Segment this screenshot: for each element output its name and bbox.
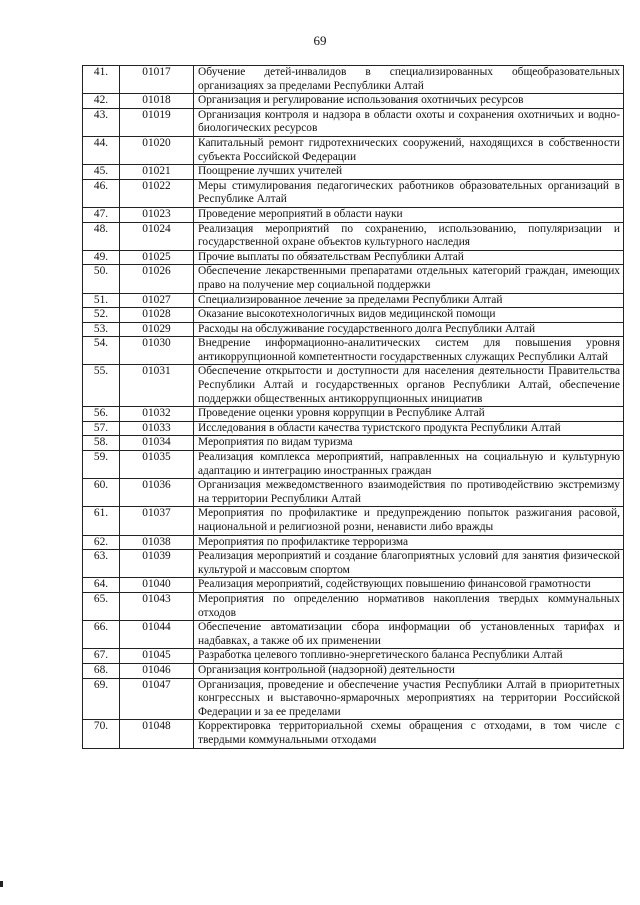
table-row (83, 550, 624, 578)
row-code: 01046 (120, 663, 194, 678)
row-description: Организация контроля и надзора в области охоты и сохранения охотничьих и водно-биологических ресурсов (194, 108, 624, 136)
row-code: 01038 (120, 535, 194, 550)
row-description: Реализация мероприятий и создание благоприятных условий для занятия физической культурой и массовым спортом (194, 550, 624, 578)
row-code: 01017 (120, 66, 194, 94)
table-row (83, 179, 624, 207)
row-number: 63. (83, 550, 120, 578)
row-description: Обучение детей-инвалидов в специализированных общеобразовательных организациях за пределами Республики Алтай (194, 66, 624, 94)
table-row (83, 207, 624, 222)
row-number: 58. (83, 436, 120, 451)
table-row (83, 322, 624, 337)
row-code: 01048 (120, 720, 194, 748)
row-description: Организация и регулирование использования охотничьих ресурсов (194, 94, 624, 109)
row-description: Меры стимулирования педагогических работников образовательных организаций в Республике Алтай (194, 179, 624, 207)
table-row (83, 308, 624, 323)
row-number: 65. (83, 592, 120, 620)
row-number: 56. (83, 407, 120, 422)
row-code: 01018 (120, 94, 194, 109)
row-code: 01032 (120, 407, 194, 422)
budget-code-table (82, 65, 624, 749)
row-code: 01030 (120, 337, 194, 365)
table-row (83, 365, 624, 407)
row-code: 01037 (120, 507, 194, 535)
row-number: 47. (83, 207, 120, 222)
table-row (83, 621, 624, 649)
row-number: 53. (83, 322, 120, 337)
table-row (83, 436, 624, 451)
table-row (83, 94, 624, 109)
table-row (83, 649, 624, 664)
table-row (83, 222, 624, 250)
row-code: 01027 (120, 293, 194, 308)
table-row (83, 720, 624, 748)
row-description: Корректировка территориальной схемы обращения с отходами, в том числе с твердыми коммунальными отходами (194, 720, 624, 748)
table-row (83, 265, 624, 293)
row-description: Реализация мероприятий, содействующих повышению финансовой грамотности (194, 578, 624, 593)
row-number: 42. (83, 94, 120, 109)
scan-artifact-mark (0, 881, 3, 887)
row-description: Мероприятия по определению нормативов накопления твердых коммунальных отходов (194, 592, 624, 620)
table-row (83, 165, 624, 180)
row-code: 01019 (120, 108, 194, 136)
row-number: 57. (83, 421, 120, 436)
row-description: Организация межведомственного взаимодействия по противодействию экстремизму на территории Республики Алтай (194, 479, 624, 507)
row-code: 01040 (120, 578, 194, 593)
row-code: 01039 (120, 550, 194, 578)
table-row (83, 407, 624, 422)
row-description: Мероприятия по профилактике и предупреждению попыток разжигания расовой, национальной и религиозной розни, ненависти либо вражды (194, 507, 624, 535)
row-number: 51. (83, 293, 120, 308)
row-number: 54. (83, 337, 120, 365)
row-description: Реализация мероприятий по сохранению, использованию, популяризации и государственной охране объектов культурного наследия (194, 222, 624, 250)
row-description: Обеспечение автоматизации сбора информации об установленных тарифах и надбавках, а также об их применении (194, 621, 624, 649)
row-description: Исследования в области качества туристского продукта Республики Алтай (194, 421, 624, 436)
table-row (83, 578, 624, 593)
row-description: Реализация комплекса мероприятий, направленных на социальную и культурную адаптацию и интеграцию иностранных граждан (194, 451, 624, 479)
row-code: 01031 (120, 365, 194, 407)
row-number: 45. (83, 165, 120, 180)
row-number: 41. (83, 66, 120, 94)
row-code: 01022 (120, 179, 194, 207)
row-code: 01047 (120, 678, 194, 720)
page-number: 69 (313, 33, 327, 48)
row-code: 01036 (120, 479, 194, 507)
row-description: Организация, проведение и обеспечение участия Республики Алтай в приоритетных конгрессных и выставочно-ярмарочных мероприятиях на территории Российской Федерации и за ее пределами (194, 678, 624, 720)
table-row (83, 507, 624, 535)
row-description: Поощрение лучших учителей (194, 165, 624, 180)
row-code: 01035 (120, 451, 194, 479)
row-description: Организация контрольной (надзорной) деятельности (194, 663, 624, 678)
row-description: Оказание высокотехнологичных видов медицинской помощи (194, 308, 624, 323)
row-description: Обеспечение лекарственными препаратами отдельных категорий граждан, имеющих право на получение мер социальной поддержки (194, 265, 624, 293)
row-number: 55. (83, 365, 120, 407)
row-description: Специализированное лечение за пределами Республики Алтай (194, 293, 624, 308)
table-row (83, 592, 624, 620)
row-number: 61. (83, 507, 120, 535)
row-code: 01020 (120, 136, 194, 164)
row-code: 01045 (120, 649, 194, 664)
row-number: 64. (83, 578, 120, 593)
row-description: Капитальный ремонт гидротехнических сооружений, находящихся в собственности субъекта Российской Федерации (194, 136, 624, 164)
row-number: 68. (83, 663, 120, 678)
row-number: 52. (83, 308, 120, 323)
table-body (83, 66, 624, 749)
row-code: 01043 (120, 592, 194, 620)
row-description: Расходы на обслуживание государственного долга Республики Алтай (194, 322, 624, 337)
row-number: 48. (83, 222, 120, 250)
table-row (83, 451, 624, 479)
row-code: 01033 (120, 421, 194, 436)
table-row (83, 421, 624, 436)
row-code: 01021 (120, 165, 194, 180)
table-row (83, 678, 624, 720)
table-row (83, 479, 624, 507)
row-code: 01029 (120, 322, 194, 337)
row-number: 70. (83, 720, 120, 748)
row-code: 01028 (120, 308, 194, 323)
row-code: 01025 (120, 250, 194, 265)
row-description: Прочие выплаты по обязательствам Республики Алтай (194, 250, 624, 265)
row-description: Проведение мероприятий в области науки (194, 207, 624, 222)
row-description: Мероприятия по видам туризма (194, 436, 624, 451)
row-number: 50. (83, 265, 120, 293)
table-row (83, 535, 624, 550)
row-description: Обеспечение открытости и доступности для населения деятельности Правительства Республики Алтай и государственных органов Республики Алтай, обеспечение поддержки общественных антикоррупционных инициатив (194, 365, 624, 407)
table-row (83, 108, 624, 136)
row-code: 01044 (120, 621, 194, 649)
row-description: Разработка целевого топливно-энергетического баланса Республики Алтай (194, 649, 624, 664)
row-number: 66. (83, 621, 120, 649)
row-number: 59. (83, 451, 120, 479)
row-number: 67. (83, 649, 120, 664)
row-number: 49. (83, 250, 120, 265)
row-number: 44. (83, 136, 120, 164)
row-description: Мероприятия по профилактике терроризма (194, 535, 624, 550)
row-description: Проведение оценки уровня коррупции в Республике Алтай (194, 407, 624, 422)
table-row (83, 66, 624, 94)
row-number: 62. (83, 535, 120, 550)
row-code: 01023 (120, 207, 194, 222)
table-row (83, 136, 624, 164)
row-code: 01024 (120, 222, 194, 250)
row-number: 46. (83, 179, 120, 207)
row-number: 43. (83, 108, 120, 136)
row-code: 01026 (120, 265, 194, 293)
row-number: 60. (83, 479, 120, 507)
table-row (83, 293, 624, 308)
row-code: 01034 (120, 436, 194, 451)
row-number: 69. (83, 678, 120, 720)
table-row (83, 337, 624, 365)
row-description: Внедрение информационно-аналитических систем для повышения уровня антикоррупционной компетентности государственных служащих Республики Алтай (194, 337, 624, 365)
table-row (83, 663, 624, 678)
table-row (83, 250, 624, 265)
